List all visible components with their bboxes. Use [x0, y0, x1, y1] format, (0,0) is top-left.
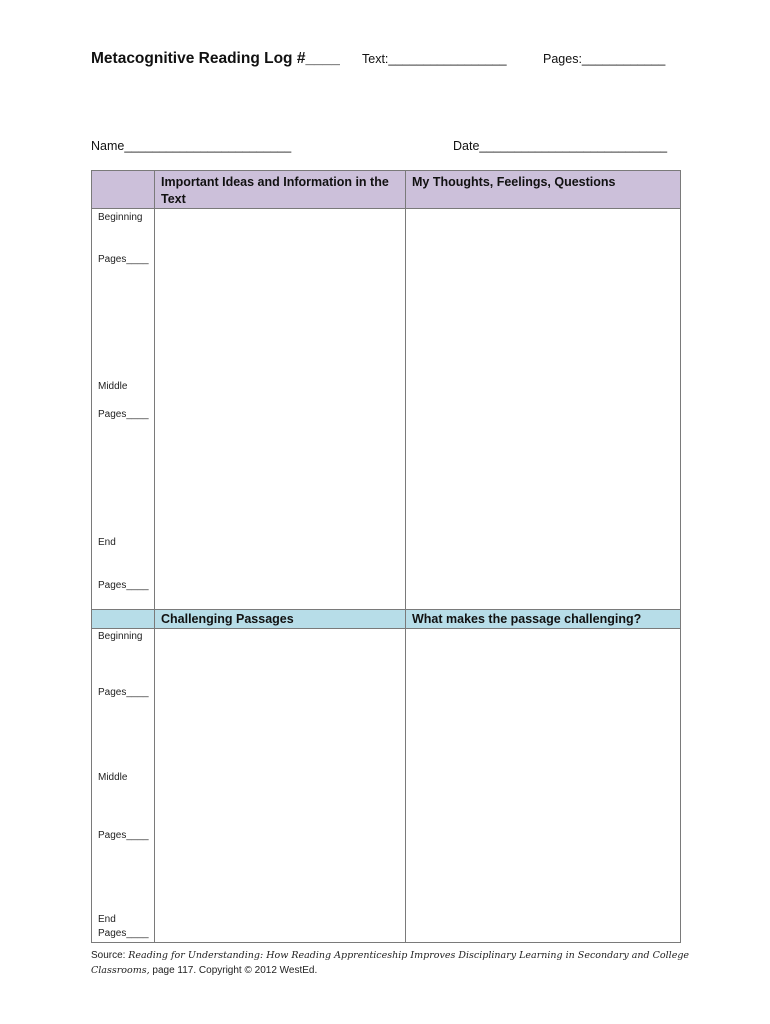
thoughts-writing-area[interactable] — [406, 209, 681, 610]
beginning-label: Beginning — [98, 631, 143, 642]
end-label: End — [98, 914, 116, 925]
middle-label: Middle — [98, 772, 128, 783]
citation-prefix: Source: — [91, 950, 129, 961]
ideas-writing-area[interactable] — [155, 209, 406, 610]
section2-body-row — [92, 629, 681, 943]
section2-label-cell — [92, 629, 155, 943]
middle-label: Middle — [98, 381, 128, 392]
log-title: Metacognitive Reading Log #____ — [91, 50, 340, 67]
reading-log-table — [91, 170, 681, 943]
section1-header-row — [92, 171, 681, 209]
end-label: End — [98, 537, 116, 548]
section2-corner-cell — [92, 610, 155, 629]
citation-book-title: Reading for Understanding: How Reading Apprenticeship Improves Disciplinary Learning in Secondary and College Classrooms, — [91, 950, 690, 976]
pages-label: Pages____ — [98, 580, 149, 591]
pages-label: Pages____ — [98, 830, 149, 841]
passages-writing-area[interactable] — [155, 629, 406, 943]
pages-label: Pages____ — [98, 687, 149, 698]
citation-suffix: page 117. Copyright © 2012 WestEd. — [149, 965, 318, 976]
challenge-writing-area[interactable] — [406, 629, 681, 943]
pages-label: Pages____ — [98, 409, 149, 420]
section1-corner-cell — [92, 171, 155, 209]
date-field[interactable]: Date___________________________ — [453, 139, 668, 153]
thoughts-column-header: My Thoughts, Feelings, Questions — [406, 171, 681, 209]
section1-label-cell — [92, 209, 155, 610]
pages-label: Pages____ — [98, 254, 149, 265]
challenging-passages-header: Challenging Passages — [155, 610, 406, 629]
source-citation — [91, 948, 691, 978]
pages-label: Pages____ — [98, 928, 149, 939]
name-field[interactable]: Name________________________ — [91, 139, 292, 153]
text-field[interactable]: Text:_________________ — [362, 52, 507, 66]
pages-field[interactable]: Pages:____________ — [543, 52, 666, 66]
section2-header-row — [92, 610, 681, 629]
section1-body-row — [92, 209, 681, 610]
challenge-reason-header: What makes the passage challenging? — [406, 610, 681, 629]
beginning-label: Beginning — [98, 212, 143, 223]
ideas-column-header: Important Ideas and Information in the Text — [155, 171, 406, 209]
